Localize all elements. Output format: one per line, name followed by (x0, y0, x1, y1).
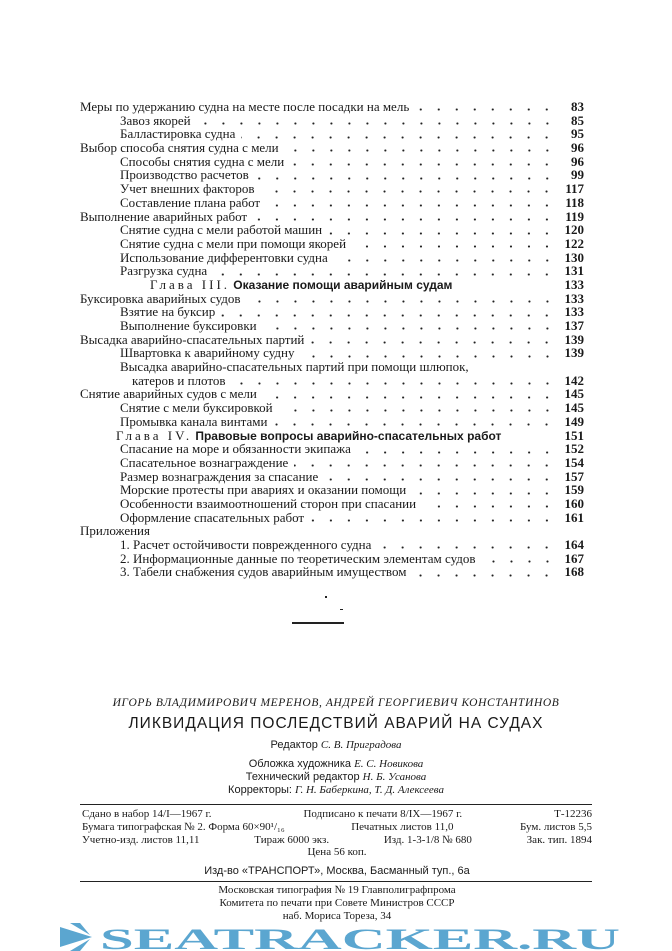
toc-entry (80, 346, 584, 360)
printer-line: Комитета по печати при Совете Министров СССР (219, 896, 455, 909)
dot-leader (197, 122, 556, 125)
credit-role: Обложка художника (248, 758, 352, 770)
toc-entry (80, 182, 584, 196)
dot-leader (334, 259, 556, 262)
page-number: 154 (564, 454, 584, 470)
page-number: 168 (564, 564, 584, 580)
credit-line (16, 771, 656, 784)
dot-leader (273, 423, 556, 426)
dot-leader (352, 245, 556, 248)
watermark-logo (0, 923, 672, 951)
toc-entry-title: Приложения (80, 523, 150, 539)
page-number: 151 (564, 427, 584, 443)
dot-leader (253, 218, 556, 221)
toc-entry-title: Снятие судна с мели при помощи якорей (120, 235, 347, 251)
toc-entry-title: 2. Информационные данные по теоретическим элементам судов (120, 550, 476, 566)
toc-entry-title: Балластировка судна (120, 126, 236, 142)
page-number: 85 (571, 112, 584, 128)
toc-entry (80, 374, 584, 388)
page-number: 159 (564, 482, 584, 498)
page-number: 96 (571, 153, 584, 169)
toc-entry-title: Использование дифферентовки судна (120, 249, 328, 265)
page-number: 95 (571, 126, 584, 142)
imprint-bottom-rule (80, 881, 592, 882)
toc-entry (80, 565, 584, 579)
toc-entry-title: 3. Табели снабжения судов аварийным имуществом (120, 564, 407, 580)
dot-leader (260, 190, 556, 193)
toc-entry-title: Высадка аварийно-спасательных партий (80, 331, 305, 347)
page-number: 161 (564, 509, 584, 525)
toc-entry (80, 223, 584, 237)
toc-entry-title: Выбор способа снятия судна с мели (80, 140, 279, 156)
dot-leader (377, 546, 556, 549)
toc-entry (80, 387, 584, 401)
dot-leader (482, 560, 556, 563)
credit-role: Редактор (270, 739, 318, 751)
toc-entry-title: Буксировка аварийных судов (80, 290, 241, 306)
toc-entry (80, 470, 584, 484)
toc-entry (80, 552, 584, 566)
toc-entry-title: Снятие судна с мели работой машин (120, 222, 323, 238)
toc-entry (80, 141, 584, 155)
watermark-text: SEATRACKER.RU (100, 923, 620, 951)
dot-leader (213, 273, 556, 276)
page-number: 167 (564, 550, 584, 566)
page-number: 145 (564, 400, 584, 416)
page-number: 131 (564, 263, 584, 279)
toc-entry-title: Меры по удержанию судна на месте после посадки на мель (80, 99, 410, 114)
toc-entry (80, 483, 584, 497)
toc-entry-title: катеров и плотов (132, 372, 226, 388)
toc-entry-title: 1. Расчет остойчивости поврежденного судна (120, 537, 372, 552)
imprint-field: Печатных листов 11,0 (351, 820, 454, 833)
toc-entry (80, 333, 584, 347)
chapter-label: Глава IV. (116, 427, 193, 443)
imprint-row (82, 808, 592, 821)
page-number: 96 (571, 140, 584, 156)
credit-name: Г. Н. Баберкина, Т. Д. Алексеева (295, 784, 444, 796)
page-number: 133 (564, 276, 584, 292)
toc-entry-title: Производство расчетов (120, 167, 249, 183)
imprint-row (82, 821, 592, 834)
credit-role: Технический редактор (245, 771, 360, 783)
page-number: 119 (565, 208, 584, 224)
toc-entry-title: Размер вознаграждения за спасание (120, 468, 319, 484)
credit-role: Корректоры: (228, 784, 292, 796)
toc-entry (80, 127, 584, 141)
toc-entry (80, 456, 584, 470)
toc-entry-title: Учет внешних факторов (120, 181, 255, 197)
section-divider (292, 622, 344, 624)
toc-entry (80, 415, 584, 429)
toc-entry-title: Спасание на море и обязанности экипажа (120, 441, 351, 457)
toc-entry (80, 429, 584, 443)
page-number: 130 (564, 249, 584, 265)
page-number: 160 (564, 495, 584, 511)
toc-entry (80, 305, 584, 319)
dot-leader (422, 505, 556, 508)
toc-entry (80, 497, 584, 511)
credit-line (16, 758, 656, 771)
credit-name: С. В. Приградова (320, 739, 402, 751)
credit-name: Н. Б. Усанова (362, 771, 427, 783)
toc-entry (80, 114, 584, 128)
printer-line: наб. Мориса Тореза, 34 (282, 909, 392, 922)
publisher: Изд-во «ТРАНСПОРТ», Москва, Басманный туп., 6а (204, 865, 470, 878)
toc-entry-title: Морские протесты при авариях и оказании помощи (120, 482, 407, 498)
credit-name: Е. С. Новикова (354, 758, 424, 770)
toc-entry (80, 251, 584, 265)
toc-entry-title: Промывка канала винтами (120, 413, 268, 429)
dot-leader (156, 533, 556, 536)
printer-line: Московская типография № 19 Главполиграфпрома (218, 884, 456, 896)
toc-entry-title: Способы снятия судна с мели (120, 153, 285, 169)
dot-leader (475, 368, 556, 371)
dot-leader (290, 163, 556, 166)
dot-leader (415, 108, 556, 111)
dot-leader (294, 464, 556, 467)
imprint-top-rule (80, 804, 592, 805)
page-number: 118 (565, 194, 584, 210)
toc-entry-title: Высадка аварийно-спасательных партий при помощи шлюпок, (120, 359, 469, 375)
dot-leader (266, 204, 556, 207)
toc-entry (80, 292, 584, 306)
imprint-field: Зак. тип. 1894 (526, 833, 592, 846)
dot-leader (507, 437, 556, 440)
imprint-field: Тираж 6000 экз. (254, 833, 330, 846)
toc-entry-title: Особенности взаимоотношений сторон при спасании (120, 495, 417, 511)
dot-leader (279, 409, 556, 412)
toc-entry (80, 442, 584, 456)
imprint (82, 808, 592, 878)
table-of-contents (80, 100, 584, 579)
toc-entry-title: Швартовка к аварийному судну (120, 345, 295, 361)
toc-entry (80, 319, 584, 333)
dot-leader (221, 314, 556, 317)
chapter-title: Оказание помощи аварийным судам (233, 277, 453, 292)
toc-entry (80, 511, 584, 525)
page-number: 149 (564, 413, 584, 429)
toc-entry (80, 360, 584, 374)
page-number: 157 (564, 468, 584, 484)
authors: ИГОРЬ ВЛАДИМИРОВИЧ МЕРЕНОВ, АНДРЕЙ ГЕОРГИЕВИЧ КОНСТАНТИНОВ (112, 697, 560, 709)
chapter-title: Правовые вопросы аварийно-спасательных работ (195, 428, 502, 443)
page-number: 133 (564, 290, 584, 306)
speck (325, 596, 327, 598)
imprint-field: Бумага типографская № 2. Форма 60×90¹/₁₆ (82, 820, 285, 833)
page-number: 142 (564, 372, 584, 388)
speck (340, 609, 343, 610)
toc-entry (80, 155, 584, 169)
imprint-field: Т-12236 (554, 808, 592, 820)
page-number: 145 (564, 386, 584, 402)
dot-leader (458, 286, 556, 289)
sunburst-icon (60, 923, 92, 951)
toc-entry (80, 524, 584, 538)
dot-leader (310, 341, 556, 344)
dot-leader (328, 232, 556, 235)
dot-leader (301, 355, 557, 358)
page-number: 139 (564, 331, 584, 347)
dot-leader (263, 327, 556, 330)
page-number: 164 (564, 537, 584, 552)
imprint-row (82, 834, 592, 847)
colophon (16, 696, 656, 797)
page-number: 99 (571, 167, 584, 183)
toc-entry-title: Выполнение аварийных работ (80, 208, 248, 224)
toc-entry-title: Спасательное вознаграждение (120, 454, 289, 470)
toc-entry-title: Разгрузка судна (120, 263, 208, 279)
dot-leader (285, 149, 556, 152)
credit-line (16, 739, 656, 752)
price: Цена 56 коп. (307, 846, 367, 859)
page-number: 122 (564, 235, 584, 251)
toc-entry (80, 210, 584, 224)
dot-leader (412, 492, 556, 495)
book-title: ЛИКВИДАЦИЯ ПОСЛЕДСТВИЙ АВАРИЙ НА СУДАХ (128, 715, 544, 732)
chapter-label: Глава III. (150, 276, 231, 292)
imprint-field: Сдано в набор 14/I—1967 г. (82, 808, 212, 820)
toc-entry (80, 196, 584, 210)
toc-entry-title: Выполнение буксировки (120, 318, 257, 333)
credit-line (16, 784, 656, 797)
imprint-field: Изд. 1-3-1/8 № 680 (383, 833, 472, 846)
dot-leader (232, 382, 556, 385)
toc-entry (80, 538, 584, 552)
toc-entry (80, 168, 584, 182)
toc-entry-title: Снятие аварийных судов с мели (80, 386, 257, 402)
toc-entry (80, 100, 584, 114)
page-number: 133 (564, 304, 584, 320)
toc-entry (80, 278, 584, 292)
page-number: 120 (564, 222, 584, 238)
page-number: 139 (564, 345, 584, 361)
page-number: 117 (565, 181, 584, 197)
dot-leader (357, 451, 556, 454)
dot-leader (263, 396, 556, 399)
toc-entry-title: Оформление спасательных работ (120, 509, 305, 525)
dot-leader (255, 177, 556, 180)
toc-entry-title: Завоз якорей (120, 112, 191, 128)
dot-leader (247, 300, 556, 303)
toc-entry (80, 264, 584, 278)
toc-entry-title: Снятие с мели буксировкой (120, 400, 273, 416)
dot-leader (412, 574, 556, 577)
imprint-field: Учетно-изд. листов 11,11 (82, 833, 200, 846)
toc-entry-title: Взятие на буксир (120, 304, 216, 320)
imprint-field: Подписано к печати 8/IX—1967 г. (303, 808, 463, 820)
imprint-field: Бум. листов 5,5 (520, 820, 592, 833)
page-number: 137 (564, 318, 584, 333)
page-number: 83 (571, 99, 584, 114)
toc-entry-title: Составление плана работ (120, 194, 261, 210)
dot-leader (310, 519, 556, 522)
dot-leader (324, 478, 556, 481)
toc-entry (80, 401, 584, 415)
printer-info (82, 884, 592, 922)
page-number: 152 (564, 441, 584, 457)
dot-leader (241, 136, 556, 139)
toc-entry (80, 237, 584, 251)
